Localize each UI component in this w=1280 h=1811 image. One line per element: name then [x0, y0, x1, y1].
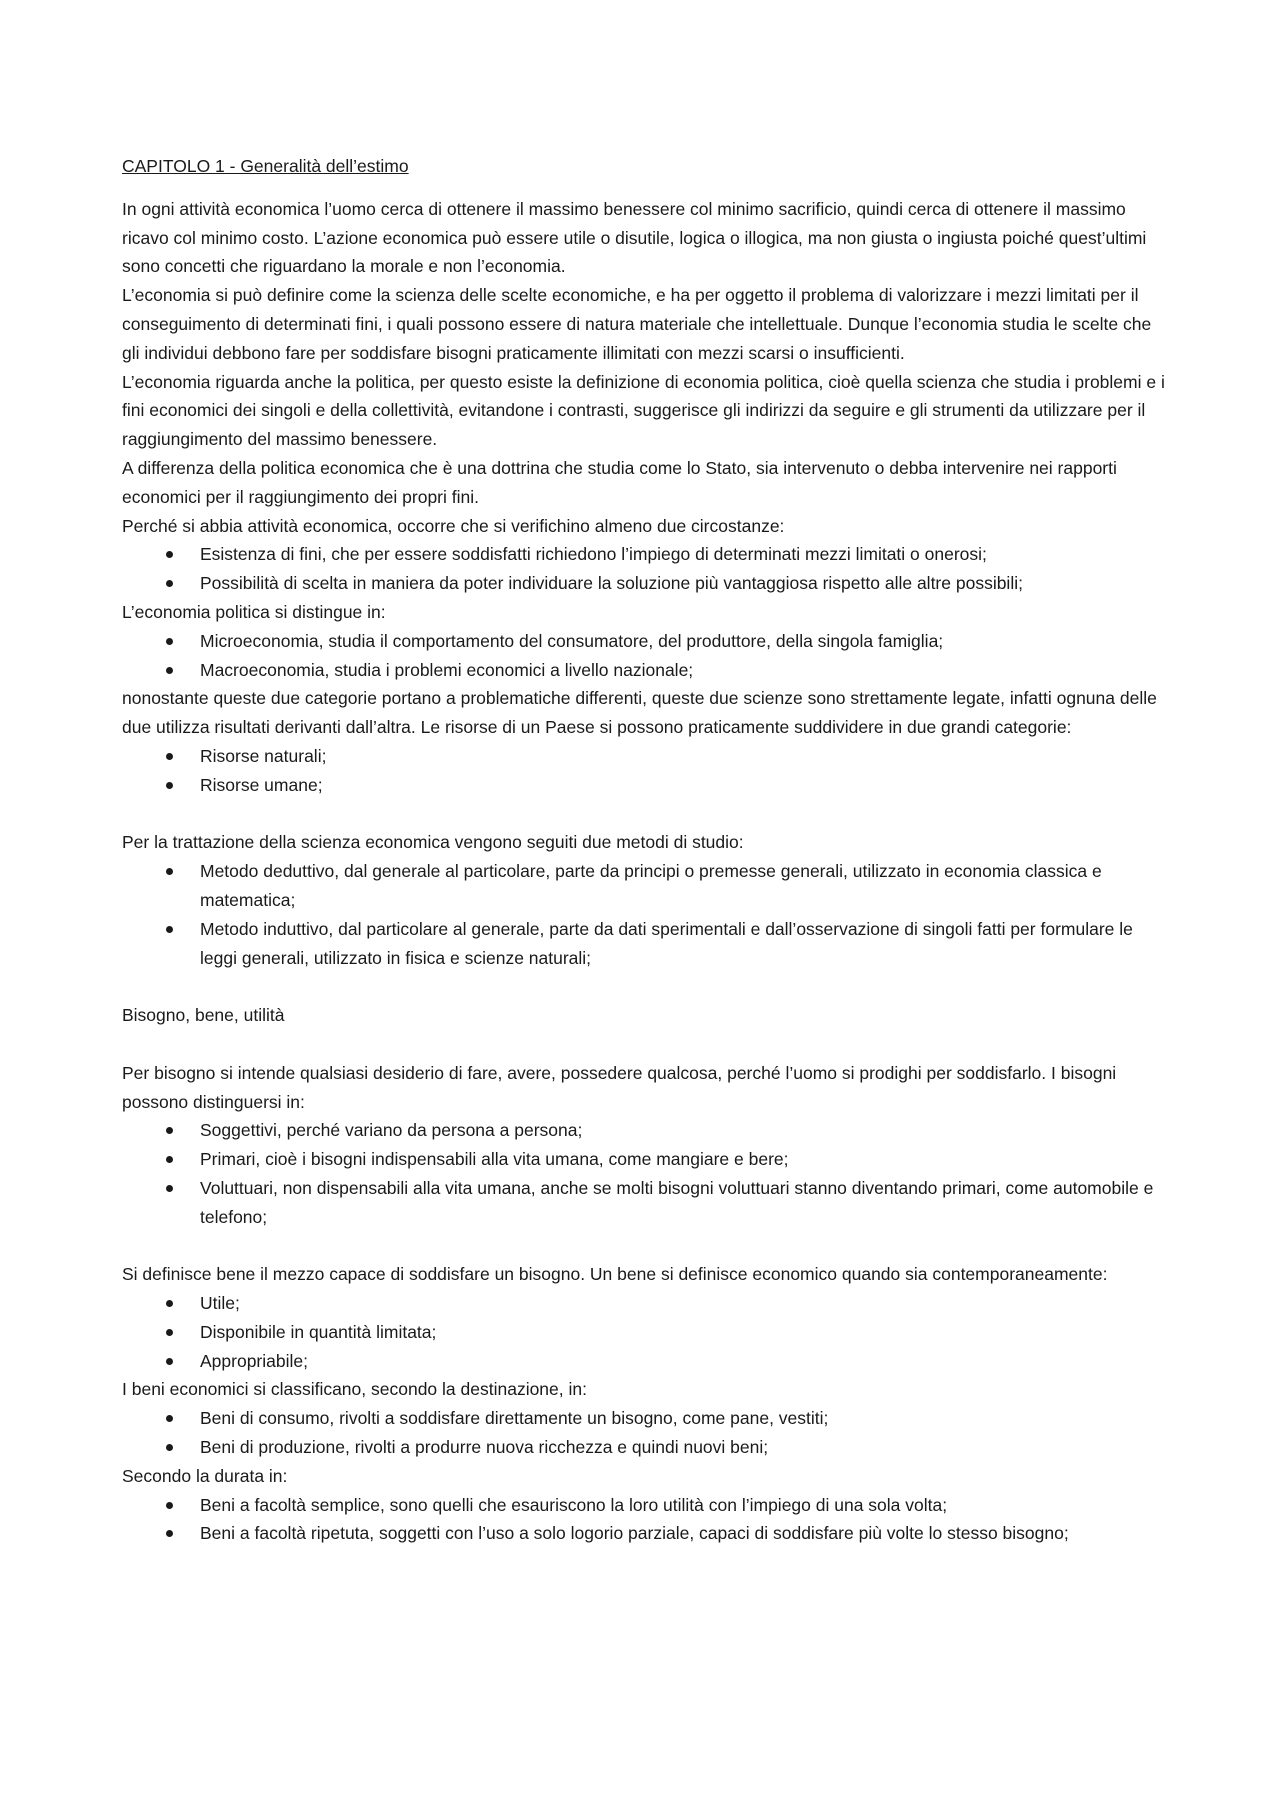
paragraph: Secondo la durata in: — [122, 1465, 288, 1486]
list-item: Voluttuari, non dispensabili alla vita umana, anche se molti bisogni voluttuari stanno diventando primari, come automobile e telefono; — [200, 1174, 1172, 1232]
bullet-list-metodi — [122, 857, 1172, 972]
paragraph: In ogni attività economica l’uomo cerca di ottenere il massimo benessere col minimo sacrificio, quindi cerca di ottenere il massimo ricavo col minimo costo. L’azione economica può essere utile o disutile, logica o illogica, ma non giusta o ingiusta poiché quest’ultimi sono concetti che riguardano la morale e non l’economia. — [122, 198, 1147, 277]
paragraph: L’economia si può definire come la scienza delle scelte economiche, e ha per oggetto il problema di valorizzare i mezzi limitati per il conseguimento di determinati fini, i quali possono essere di natura materiale che intellettuale. Dunque l’economia studia le scelte che gli individui debbono fare per soddisfare bisogni praticamente illimitati con mezzi scarsi o insufficienti. — [122, 285, 1152, 363]
list-item: Beni di consumo, rivolti a soddisfare direttamente un bisogno, come pane, vestiti; — [200, 1404, 1172, 1433]
list-item: Beni a facoltà semplice, sono quelli che esauriscono la loro utilità con l’impiego di una sola volta; — [200, 1491, 1172, 1520]
list-item: Microeconomia, studia il comportamento del consumatore, del produttore, della singola famiglia; — [200, 627, 1172, 656]
paragraph: A differenza della politica economica che è una dottrina che studia come lo Stato, sia intervenuto o debba intervenire nei rapporti economici per il raggiungimento dei propri fini. — [122, 457, 1117, 507]
list-item: Macroeconomia, studia i problemi economici a livello nazionale; — [200, 656, 1172, 685]
list-item: Metodo induttivo, dal particolare al generale, parte da dati sperimentali e dall’osservazione di singoli fatti per formulare le leggi generali, utilizzato in fisica e scienze naturali; — [200, 915, 1172, 973]
list-item: Soggettivi, perché variano da persona a persona; — [200, 1116, 1172, 1145]
paragraph: Per bisogno si intende qualsiasi desiderio di fare, avere, possedere qualcosa, perché l’uomo si prodighi per soddisfarlo. I bisogni possono distinguersi in: — [122, 1062, 1117, 1112]
bullet-list-risorse — [122, 742, 1172, 800]
bullet-list-destinazione — [122, 1404, 1172, 1462]
section-heading: Bisogno, bene, utilità — [122, 1005, 285, 1026]
list-item: Possibilità di scelta in maniera da poter individuare la soluzione più vantaggiosa rispetto alle altre possibili; — [200, 569, 1172, 598]
spacer — [122, 1231, 1172, 1260]
list-item: Primari, cioè i bisogni indispensabili alla vita umana, come mangiare e bere; — [200, 1145, 1172, 1174]
chapter-title: CAPITOLO 1 - Generalità dell’estimo — [122, 156, 409, 176]
list-item: Disponibile in quantità limitata; — [200, 1318, 1172, 1347]
spacer — [122, 800, 1172, 829]
list-item: Risorse naturali; — [200, 742, 1172, 771]
paragraph: I beni economici si classificano, secondo la destinazione, in: — [122, 1379, 587, 1400]
bullet-list-circostanze — [122, 540, 1172, 598]
bullet-list-bene-economico — [122, 1289, 1172, 1375]
list-item: Esistenza di fini, che per essere soddisfatti richiedono l’impiego di determinati mezzi limitati o onerosi; — [200, 540, 1172, 569]
bullet-list-durata — [122, 1491, 1172, 1549]
list-item: Utile; — [200, 1289, 1172, 1318]
list-item: Beni di produzione, rivolti a produrre nuova ricchezza e quindi nuovi beni; — [200, 1433, 1172, 1462]
list-item: Metodo deduttivo, dal generale al particolare, parte da principi o premesse generali, utilizzato in economia classica e matematica; — [200, 857, 1172, 915]
paragraph: Si definisce bene il mezzo capace di soddisfare un bisogno. Un bene si definisce economico quando sia contemporaneamente: — [122, 1264, 1108, 1285]
spacer — [122, 1030, 1172, 1059]
bullet-list-economia — [122, 627, 1172, 685]
list-item: Beni a facoltà ripetuta, soggetti con l’uso a solo logorio parziale, capaci di soddisfare più volte lo stesso bisogno; — [200, 1519, 1172, 1548]
paragraph: L’economia riguarda anche la politica, per questo esiste la definizione di economia politica, cioè quella scienza che studia i problemi e i fini economici dei singoli e della collettività, evitandone i contrasti, suggerisce gli indirizzi da seguire e gli strumenti da utilizzare per il raggiungimento del massimo benessere. — [122, 371, 1165, 450]
spacer — [122, 972, 1172, 1001]
list-item: Risorse umane; — [200, 771, 1172, 800]
paragraph: Per la trattazione della scienza economica vengono seguiti due metodi di studio: — [122, 832, 744, 853]
document-page — [122, 152, 1172, 1548]
paragraph: nonostante queste due categorie portano a problematiche differenti, queste due scienze sono strettamente legate, infatti ognuna delle due utilizza risultati derivanti dall’altra. Le risorse di un Paese si possono praticamente suddividere in due grandi categorie: — [122, 688, 1157, 738]
list-item: Appropriabile; — [200, 1347, 1172, 1376]
bullet-list-bisogni — [122, 1116, 1172, 1231]
paragraph: L’economia politica si distingue in: — [122, 601, 386, 622]
paragraph: Perché si abbia attività economica, occorre che si verifichino almeno due circostanze: — [122, 515, 785, 536]
